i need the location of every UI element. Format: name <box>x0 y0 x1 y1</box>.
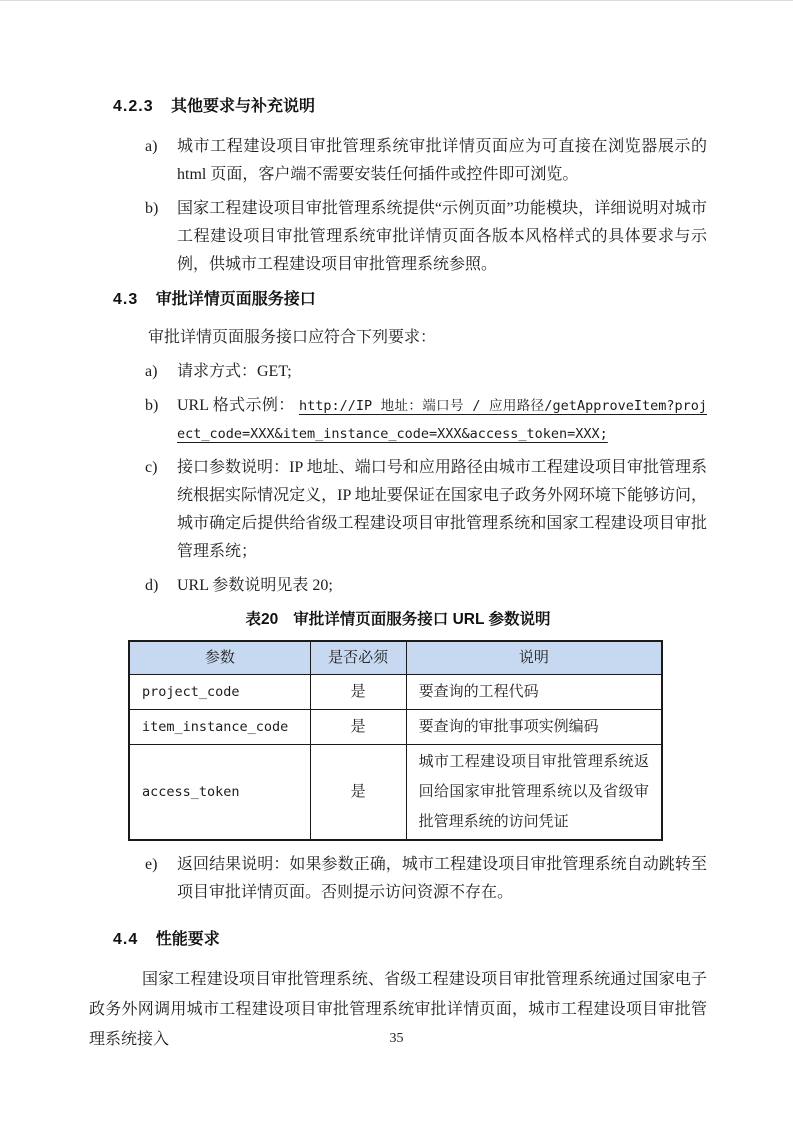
url-example-prefix: URL 格式示例： <box>177 397 299 414</box>
list-item-43-c <box>145 454 707 566</box>
item-text <box>177 392 707 448</box>
cell-desc: 要查询的工程代码 <box>406 675 662 710</box>
item-label: e) <box>145 856 158 873</box>
item-text: 返回结果说明：如果参数正确，城市工程建设项目审批管理系统自动跳转至项目审批详情页面。否则提示访问资源不存在。 <box>177 856 707 901</box>
cell-required: 是 <box>310 710 406 745</box>
item-text: 国家工程建设项目审批管理系统提供“示例页面”功能模块，详细说明对城市工程建设项目审批管理系统审批详情页面各版本风格样式的具体要求与示例，供城市工程建设项目审批管理系统参照。 <box>177 200 707 273</box>
item-label: c) <box>145 459 158 476</box>
cell-desc: 要查询的审批事项实例编码 <box>406 710 662 745</box>
section-heading-4-3 <box>113 289 707 311</box>
table-row <box>129 710 662 745</box>
header-required: 是否必须 <box>310 641 406 675</box>
table-caption-label: 表20 <box>245 611 279 628</box>
item-label: b) <box>145 200 159 217</box>
cell-required: 是 <box>310 745 406 841</box>
list-item-43-a <box>145 358 707 386</box>
section-number: 4.4 <box>113 931 139 948</box>
header-param: 参数 <box>129 641 310 675</box>
url-params-table <box>128 640 663 841</box>
section-heading-4-2-3 <box>113 96 707 118</box>
cell-desc: 城市工程建设项目审批管理系统返回给国家审批管理系统以及省级审批管理系统的访问凭证 <box>406 745 662 841</box>
section-title: 性能要求 <box>155 931 220 948</box>
section-title: 其他要求与补充说明 <box>171 98 316 115</box>
item-label: d) <box>145 577 159 594</box>
table-caption <box>89 608 707 632</box>
list-item-43-d <box>145 572 707 600</box>
cell-param: project_code <box>129 675 310 710</box>
item-label: a) <box>145 138 158 155</box>
list-item-423-a <box>145 133 707 189</box>
section-number: 4.2.3 <box>113 98 154 115</box>
section-heading-4-4 <box>113 929 707 951</box>
cell-required: 是 <box>310 675 406 710</box>
url-example-text: http://IP 地址：端口号 / 应用路径/getApproveItem?project_code=XXX&item_instance_code=XXX&access_token=XXX; <box>177 398 707 442</box>
item-text: 城市工程建设项目审批管理系统审批详情页面应为可直接在浏览器展示的 html 页面，客户端不需要安装任何插件或控件即可浏览。 <box>177 138 707 183</box>
item-label: b) <box>145 397 159 414</box>
list-item-43-b <box>145 392 707 448</box>
list-item-423-b <box>145 195 707 279</box>
section-paragraph: 国家工程建设项目审批管理系统、省级工程建设项目审批管理系统通过国家电子政务外网调用城市工程建设项目审批管理系统审批详情页面，城市工程建设项目审批管理系统接入 <box>89 971 707 1048</box>
table-header-row <box>129 641 662 675</box>
table-row <box>129 675 662 710</box>
table-row <box>129 745 662 841</box>
item-text: URL 参数说明见表 20; <box>177 577 333 594</box>
header-desc: 说明 <box>406 641 662 675</box>
list-item-43-e <box>145 851 707 907</box>
cell-param: item_instance_code <box>129 710 310 745</box>
item-label: a) <box>145 363 158 380</box>
section-title: 审批详情页面服务接口 <box>155 291 316 308</box>
section-number: 4.3 <box>113 291 139 308</box>
cell-param: access_token <box>129 745 310 841</box>
section-intro: 审批详情页面服务接口应符合下列要求： <box>148 329 437 346</box>
item-text: 请求方式：GET; <box>177 363 292 380</box>
item-text: 接口参数说明：IP 地址、端口号和应用路径由城市工程建设项目审批管理系统根据实际情况定义，IP 地址要保证在国家电子政务外网环境下能够访问，城市确定后提供给省级工程建设项目审批管理系统和国家工程建设项目审批管理系统； <box>177 459 707 560</box>
table-caption-title: 审批详情页面服务接口 URL 参数说明 <box>293 611 551 628</box>
page-number: 35 <box>389 1031 404 1046</box>
